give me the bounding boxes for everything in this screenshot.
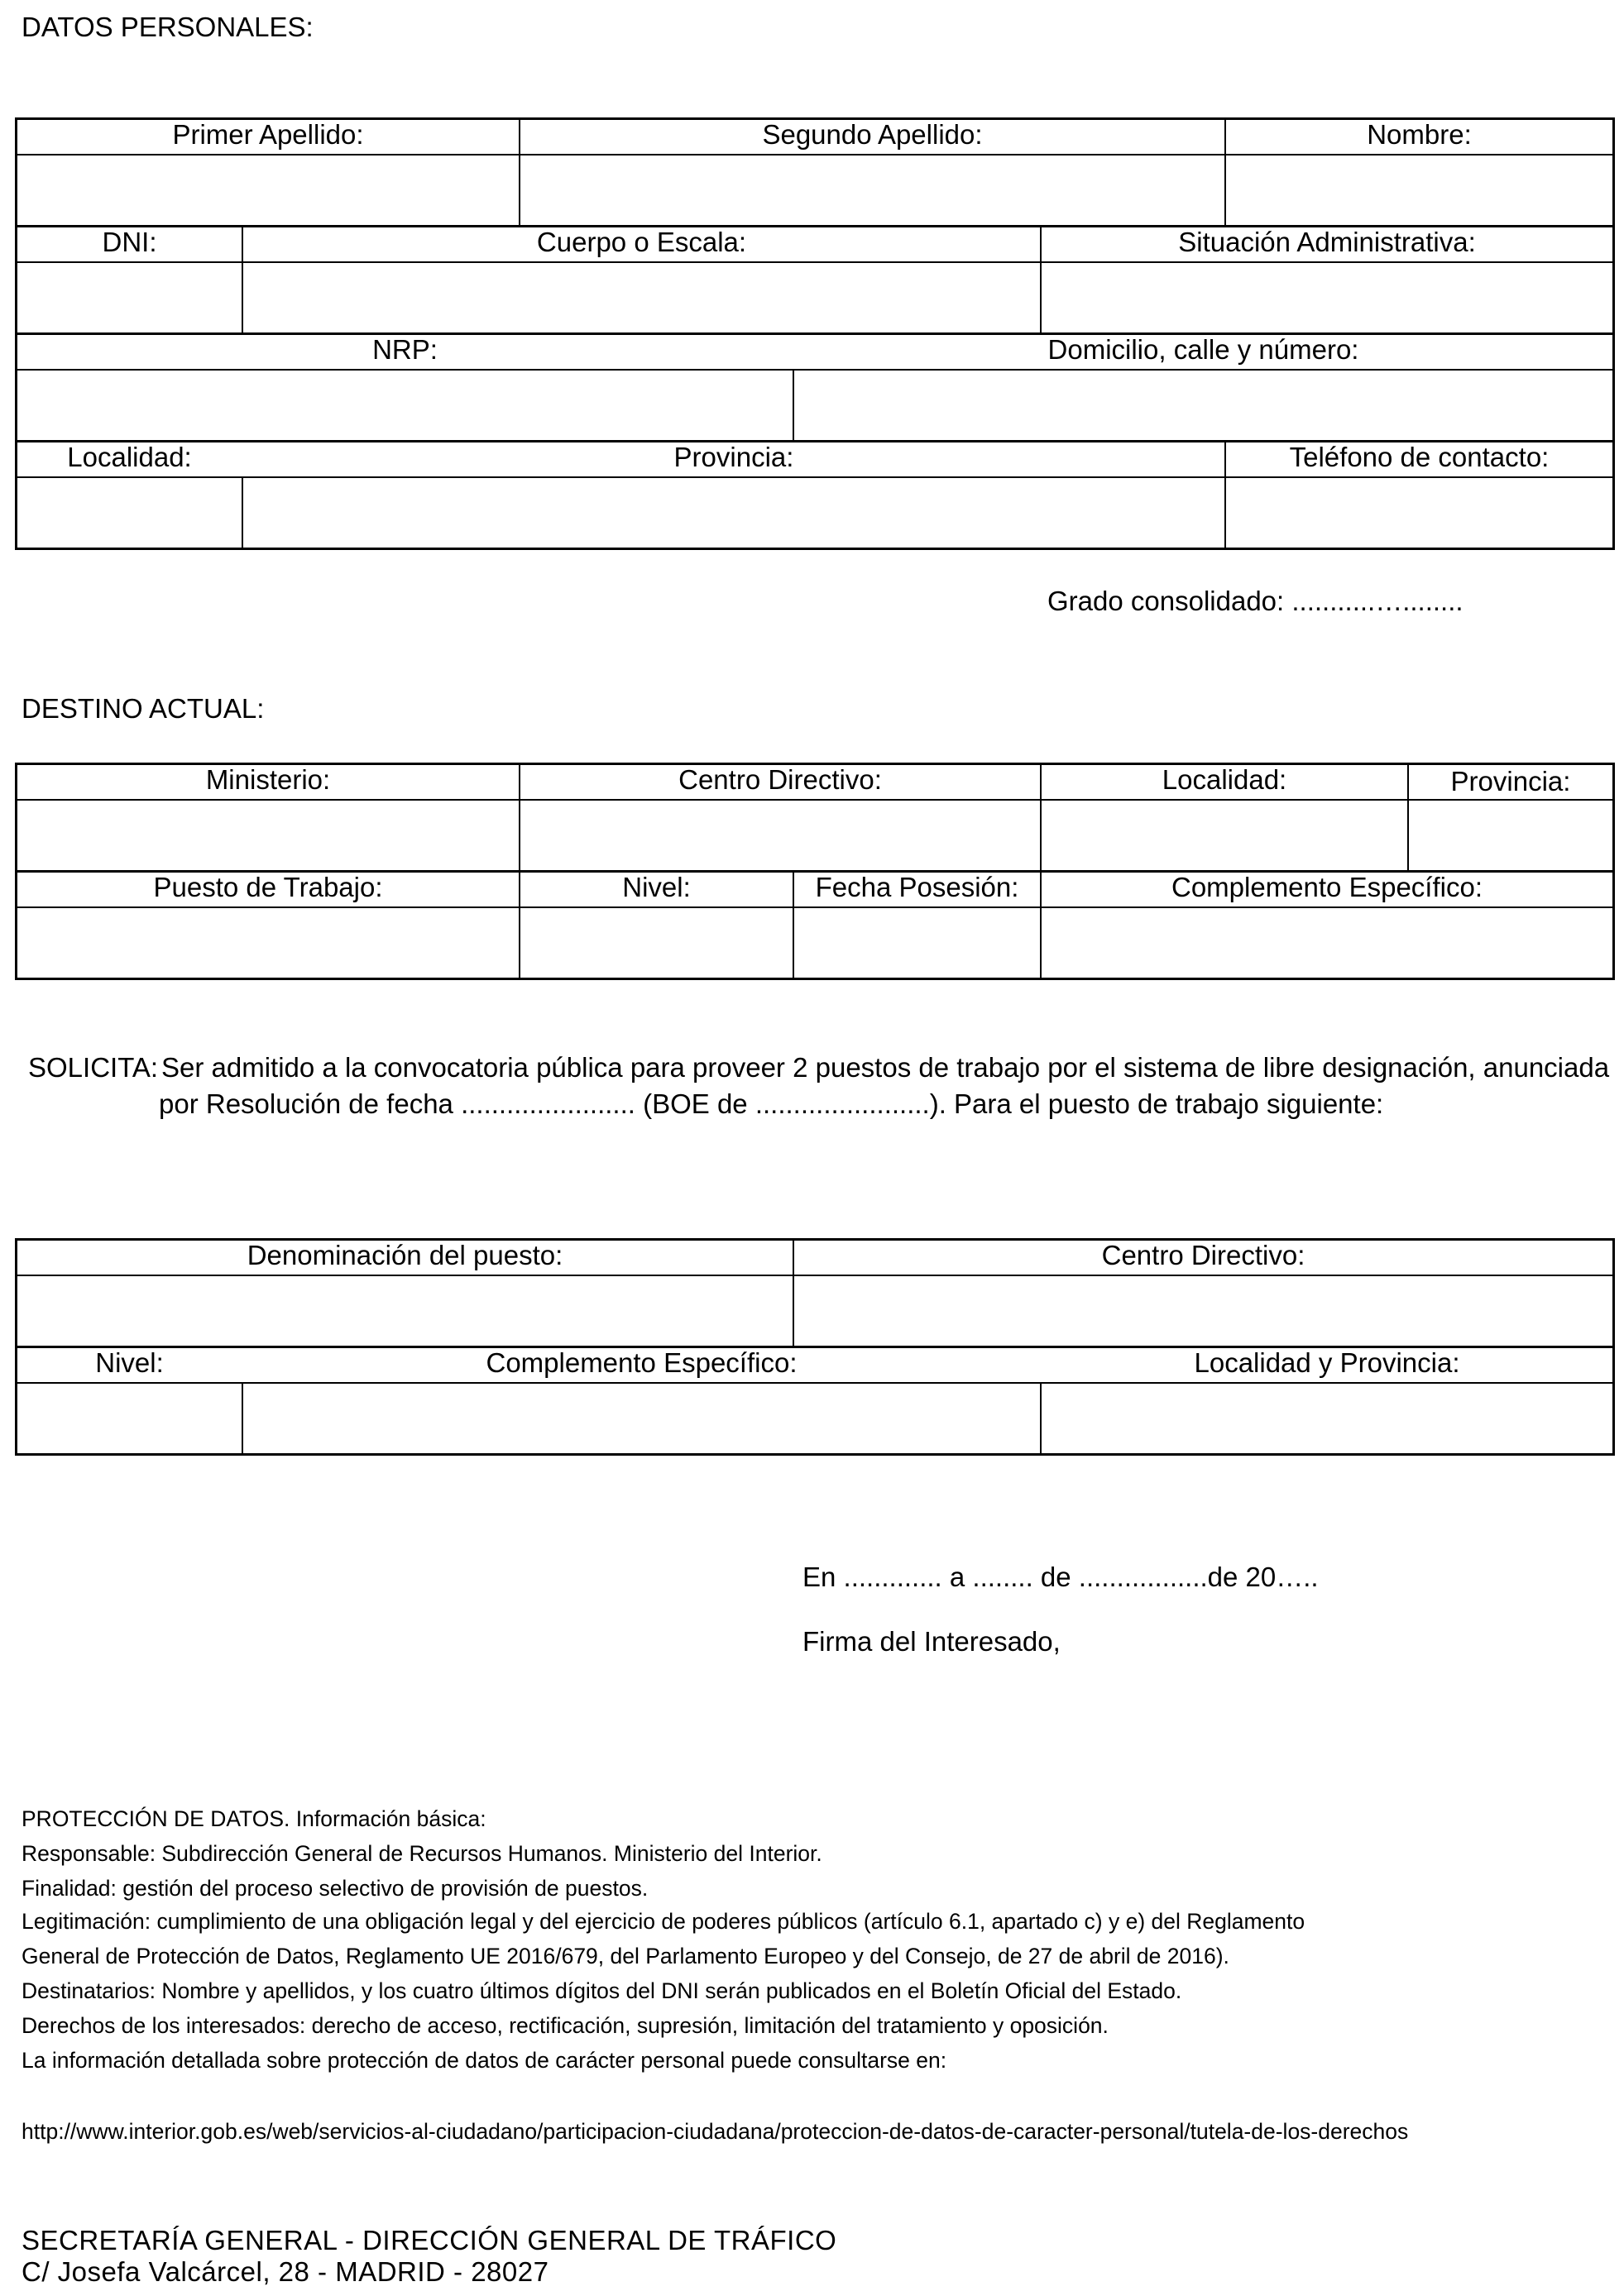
label-complemento-solicitado: Complemento Específico:: [486, 1347, 798, 1378]
proteccion-url-link[interactable]: http://www.interior.gob.es/web/servicios-al-ciudadano/participacion-ciudadana/proteccion-de-datos-de-caracter-personal/tutela-de-los-derechos: [22, 2119, 1409, 2144]
label-puesto-trabajo: Puesto de Trabajo:: [153, 872, 383, 902]
field-centro-directivo-actual[interactable]: [520, 801, 1040, 870]
field-nivel-actual[interactable]: [520, 908, 793, 978]
field-complemento-actual[interactable]: [1042, 908, 1612, 978]
proteccion-line: Legitimación: cumplimiento de una obligación legal y del ejercicio de poderes públicos (artículo 6.1, apartado c) y e) del Reglamento: [22, 1909, 1305, 1934]
label-domicilio: Domicilio, calle y número:: [1047, 334, 1359, 365]
field-cuerpo-escala[interactable]: [243, 263, 1040, 332]
solicita-text-line1: Ser admitido a la convocatoria pública para proveer 2 puestos de trabajo por el sistema de libre designación, anunciada: [161, 1052, 1610, 1083]
label-centro-directivo-actual: Centro Directivo:: [678, 764, 882, 795]
label-nombre: Nombre:: [1367, 119, 1472, 150]
label-fecha-posesion: Fecha Posesión:: [815, 872, 1019, 902]
proteccion-line: PROTECCIÓN DE DATOS. Información básica:: [22, 1806, 486, 1831]
field-ministerio[interactable]: [17, 801, 519, 870]
label-complemento-actual: Complemento Específico:: [1171, 872, 1483, 902]
solicita-label: SOLICITA:: [28, 1052, 159, 1083]
field-localidad-provincia[interactable]: [1042, 1384, 1612, 1453]
label-centro-directivo-solicitado: Centro Directivo:: [1101, 1240, 1305, 1270]
label-localidad-provincia: Localidad y Provincia:: [1194, 1347, 1460, 1378]
section-title-datos-personales: DATOS PERSONALES:: [22, 12, 314, 42]
lugar-fecha: En ............. a ........ de .................de 20…..: [802, 1562, 1319, 1592]
field-domicilio[interactable]: [794, 371, 1612, 440]
proteccion-line: Destinatarios: Nombre y apellidos, y los cuatro últimos dígitos del DNI serán publicados en el Boletín Oficial del Estado.: [22, 1978, 1182, 2003]
label-nrp: NRP:: [372, 334, 438, 365]
label-nivel-solicitado: Nivel:: [95, 1347, 164, 1378]
field-denominacion-puesto[interactable]: [17, 1276, 793, 1346]
table-line: [1612, 763, 1615, 980]
field-telefono[interactable]: [1226, 478, 1612, 548]
proteccion-line: La información detallada sobre protección de datos de carácter personal puede consultarse en:: [22, 2048, 947, 2073]
table-line: [1612, 117, 1615, 550]
label-situacion-administrativa: Situación Administrativa:: [1178, 227, 1476, 257]
proteccion-line: General de Protección de Datos, Reglamento UE 2016/679, del Parlamento Europeo y del Consejo, de 27 de abril de 2016).: [22, 1944, 1229, 1968]
proteccion-line: Derechos de los interesados: derecho de acceso, rectificación, supresión, limitación del tratamiento y oposición.: [22, 2013, 1109, 2038]
field-puesto-trabajo[interactable]: [17, 908, 519, 978]
field-localidad-actual[interactable]: [1042, 801, 1407, 870]
proteccion-line: Finalidad: gestión del proceso selectivo de provisión de puestos.: [22, 1876, 649, 1901]
label-dni: DNI:: [102, 227, 157, 257]
grado-consolidado: Grado consolidado: ...........…........: [1047, 586, 1464, 616]
label-localidad-actual: Localidad:: [1162, 764, 1287, 795]
field-segundo-apellido[interactable]: [520, 155, 1224, 225]
field-provincia-actual[interactable]: [1409, 801, 1612, 870]
footer-organismo: SECRETARÍA GENERAL - DIRECCIÓN GENERAL DE TRÁFICO: [22, 2225, 837, 2255]
label-telefono: Teléfono de contacto:: [1289, 442, 1550, 472]
field-localidad[interactable]: [17, 478, 242, 548]
field-nrp[interactable]: [17, 371, 793, 440]
label-denominacion-puesto: Denominación del puesto:: [247, 1240, 563, 1270]
table-line: [15, 978, 1615, 980]
footer-direccion: C/ Josefa Valcárcel, 28 - MADRID - 28027: [22, 2256, 549, 2287]
field-fecha-posesion[interactable]: [794, 908, 1040, 978]
label-provincia-actual: Provincia:: [1450, 766, 1571, 796]
label-nivel-actual: Nivel:: [622, 872, 691, 902]
solicita-text-line2: por Resolución de fecha ....................... (BOE de .......................). Para el puesto de trabajo siguiente:: [159, 1088, 1384, 1119]
field-complemento-solicitado[interactable]: [243, 1384, 1040, 1453]
label-primer-apellido: Primer Apellido:: [172, 119, 364, 150]
field-nivel-solicitado[interactable]: [17, 1384, 242, 1453]
field-nombre[interactable]: [1226, 155, 1612, 225]
field-dni[interactable]: [17, 263, 242, 332]
label-segundo-apellido: Segundo Apellido:: [762, 119, 983, 150]
label-localidad: Localidad:: [67, 442, 192, 472]
field-primer-apellido[interactable]: [17, 155, 519, 225]
section-title-destino-actual: DESTINO ACTUAL:: [22, 693, 265, 724]
firma-interesado: Firma del Interesado,: [802, 1626, 1061, 1657]
table-line: [15, 1453, 1615, 1456]
label-ministerio: Ministerio:: [205, 764, 331, 795]
field-provincia[interactable]: [243, 478, 1224, 548]
proteccion-line: Responsable: Subdirección General de Recursos Humanos. Ministerio del Interior.: [22, 1841, 822, 1866]
label-provincia: Provincia:: [673, 442, 794, 472]
field-situacion-administrativa[interactable]: [1042, 263, 1612, 332]
table-line: [15, 548, 1615, 550]
field-centro-directivo-solicitado[interactable]: [794, 1276, 1612, 1346]
label-cuerpo-escala: Cuerpo o Escala:: [536, 227, 747, 257]
table-line: [1612, 1238, 1615, 1456]
